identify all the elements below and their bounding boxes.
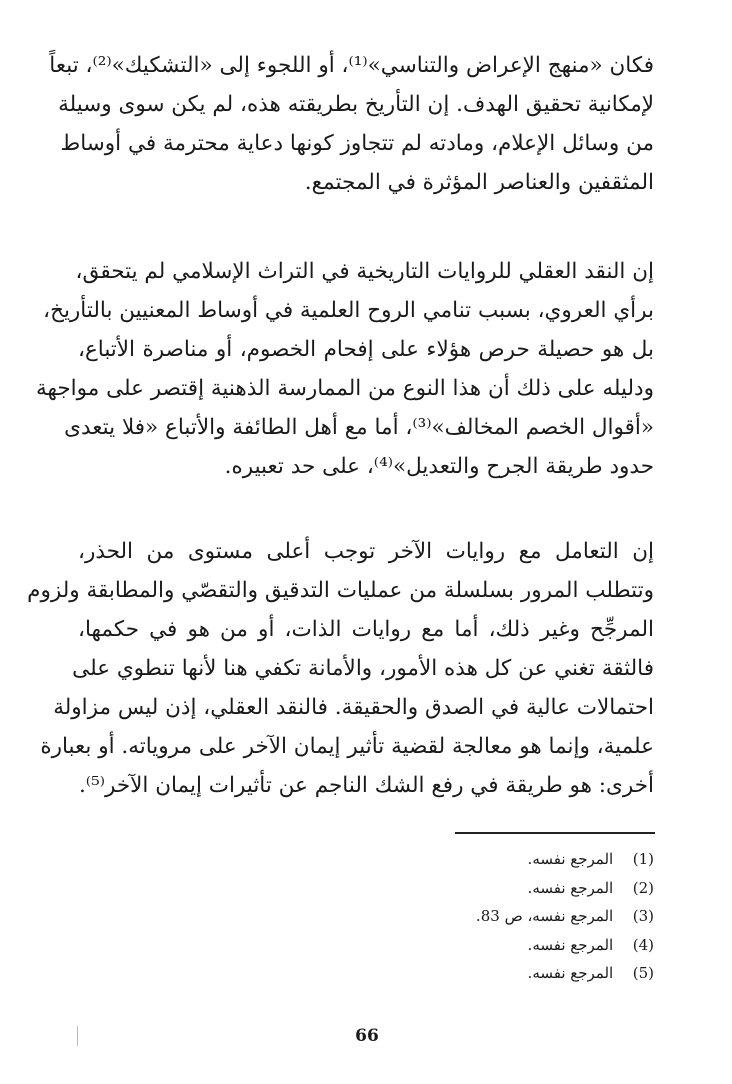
paragraph-line: ودليله على ذلك أن هذا النوع من الممارسة الذهنية إقتصر على مواجهة: [35, 376, 654, 401]
paragraph-line: بل هو حصيلة حرص هؤلاء على إفحام الخصوم، أو مناصرة الأتباع،: [78, 337, 654, 362]
paragraph-line: وتتطلب المرور بسلسلة من عمليات التدقيق والتقصّي والمطابقة ولزوم: [27, 578, 654, 603]
footnote-divider: [455, 832, 655, 834]
paragraph-1: [49, 46, 654, 202]
paragraph-line: من وسائل الإعلام، ومادته لم تتجاوز كونها دعاية محترمة في أوساط: [60, 131, 654, 156]
footnote-number: (1): [632, 850, 654, 868]
footnote-number: (3): [632, 907, 654, 925]
paragraph-line: «أقوال الخصم المخالف»⁽³⁾، أما مع أهل الطائفة والأتباع «فلا يتعدى: [64, 415, 654, 440]
paragraph-line: فالثقة تغني عن كل هذه الأمور، والأمانة تكفي هنا لأنها تنطوي على: [72, 656, 654, 681]
footnote-text: المرجع نفسه.: [527, 935, 614, 954]
paragraph-line: إن النقد العقلي للروايات التاريخية في التراث الإسلامي لم يتحقق،: [75, 259, 654, 284]
paragraph-line: حدود طريقة الجرح والتعديل»⁽⁴⁾، على حد تعبيره.: [224, 454, 654, 479]
footnotes-list: [254, 845, 654, 988]
footnote-item: [254, 959, 654, 988]
paragraph-line: احتمالات عالية في الصدق والحقيقة. فالنقد العقلي، إذن ليس مزاولة: [53, 695, 654, 720]
paragraph-line: أخرى: هو طريقة في رفع الشك الناجم عن تأثيرات إيمان الآخر⁽⁵⁾.: [78, 773, 654, 798]
footnote-item: [254, 931, 654, 960]
paragraph-line: برأي العروي، بسبب تنامي الروح العلمية في أوساط المعنيين بالتأريخ،: [43, 298, 654, 323]
footnote-number: (2): [632, 878, 654, 897]
paragraph-line: لإمكانية تحقيق الهدف. إن التأريخ بطريقته هذه، لم يكن سوى وسيلة: [58, 92, 654, 117]
paragraph-line: إن التعامل مع روايات الآخر توجب أعلى مستوى من الحذر،: [78, 539, 654, 564]
page-number: 66: [355, 1026, 379, 1046]
footnote-item: [254, 902, 654, 931]
paragraph-line: علمية، وإنما هو معالجة لقضية تأثير إيمان الآخر على مروياته. أو بعبارة: [40, 734, 654, 759]
footnote-item: [254, 874, 654, 903]
footnote-text: المرجع نفسه، ص 83.: [475, 907, 614, 925]
page-edge-mark: [77, 1026, 78, 1046]
footnote-text: المرجع نفسه.: [527, 878, 614, 897]
footnote-number: (4): [632, 935, 654, 954]
footnote-text: المرجع نفسه.: [527, 850, 614, 868]
paragraph-line: المثقفين والعناصر المؤثرة في المجتمع.: [304, 170, 654, 195]
footnote-number: (5): [632, 964, 654, 982]
paragraph-line: فكان «منهج الإعراض والتناسي»⁽¹⁾، أو اللجوء إلى «التشكيك»⁽²⁾، تبعاً: [49, 53, 654, 78]
paragraph-line: المرجِّح وغير ذلك، أما مع روايات الذات، أو من هو في حكمها،: [78, 617, 654, 642]
footnote-text: المرجع نفسه.: [527, 964, 614, 982]
paragraph-2: [35, 252, 654, 486]
paragraph-3: [27, 532, 654, 805]
footnote-item: [254, 845, 654, 874]
